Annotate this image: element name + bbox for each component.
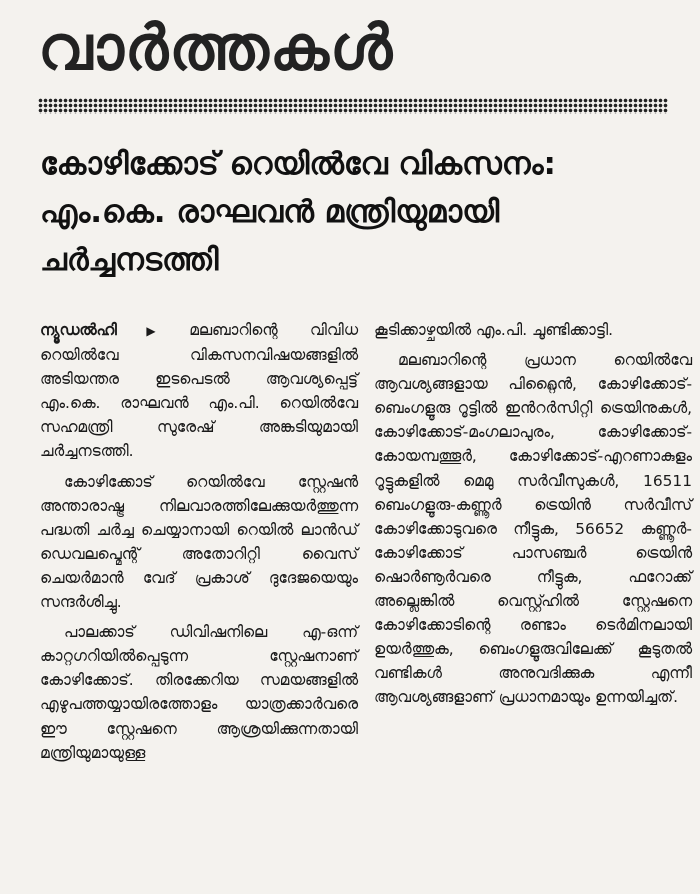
article-paragraph: മലബാറിന്റെ പ്രധാന റെയിൽവേ ആവശ്യങ്ങളായ പിറ്റ്ലൈൻ, കോഴിക്കോട്-ബെംഗളൂരു റൂട്ടിൽ ഇൻറർസിറ്റി ട്രെയിനുകൾ, കോഴിക്കോട്-മംഗലാപുരം, കോഴിക്കോട്-കോയമ്പത്തൂർ, കോഴിക്കോട്-എറണാകുളം റൂട്ടുകളിൽ മെമു സർവീസുകൾ, 16511 ബെംഗളൂരു-കണ്ണൂർ ട്രെയിൻ സർവീസ് കോഴിക്കോടുവരെ നീട്ടുക, 56652 കണ്ണൂർ-കോഴിക്കോട് പാസഞ്ചർ ട്രെയിൻ ഷൊർണൂർവരെ നീട്ടുക, ഫറോക്ക് അല്ലെങ്കിൽ വെസ്റ്റ്ഹിൽ സ്റ്റേഷനെ കോഴിക്കോടിന്റെ രണ്ടാം ടെർമിനലായി ഉയർത്തുക, ബെംഗളൂരുവിലേക്ക് കൂടുതൽ വണ്ടികൾ അനുവദിക്കുക എന്നീ ആവശ്യങ്ങളാണ് പ്രധാനമായും ഉന്നയിച്ചത്. <box>374 351 692 707</box>
masthead-title: വാർത്തകൾ <box>38 8 558 88</box>
article-paragraph: കൂടിക്കാഴ്ചയിൽ എം.പി. ചൂണ്ടിക്കാട്ടി. <box>374 321 613 339</box>
paragraph-text: മലബാറിന്റെ വിവിധ റെയിൽവേ വികസനവിഷയങ്ങളിൽ അടിയന്തര ഇടപെടൽ ആവശ്യപ്പെട്ട് എം.കെ. രാഘവൻ എം.പി. റെയിൽവേ സഹമന്ത്രി സുരേഷ് അങ്കടിയുമായി ചർച്ചനടത്തി. <box>40 321 358 461</box>
article-paragraph <box>40 318 358 464</box>
headline-line-1: കോഴിക്കോട് റെയിൽവേ വികസനം: <box>40 146 556 182</box>
headline-line-3: ചർച്ചനടത്തി <box>40 242 219 278</box>
article-column-right <box>374 318 692 716</box>
article-column-left <box>40 318 358 771</box>
headline <box>40 140 670 284</box>
headline-line-2: എം.കെ. രാഘവൻ മന്ത്രിയുമായി <box>40 194 500 230</box>
article-paragraph: പാലക്കാട് ഡിവിഷനിലെ എ-ഒന്ന് കാറ്റഗറിയിൽപ്പെടുന്ന സ്റ്റേഷനാണ് കോഴിക്കോട്. തിരക്കേറിയ സമയങ്ങളിൽ എഴുപത്തയ്യായിരത്തോളം യാത്രക്കാർവരെ ഈ സ്റ്റേഷനെ ആശ്രയിക്കുന്നതായി മന്ത്രിയുമായുള്ള <box>40 623 358 762</box>
arrow-right-icon: ▶ <box>118 324 184 338</box>
dotted-divider <box>38 98 668 114</box>
article-paragraph: കോഴിക്കോട് റെയിൽവേ സ്റ്റേഷൻ അന്താരാഷ്ട്ര നിലവാരത്തിലേക്കുയർത്തുന്ന പദ്ധതി ചർച്ച ചെയ്യാനായി റെയിൽ ലാൻഡ് ഡെവലപ്മെന്റ് അതോറിറ്റി വൈസ് ചെയർമാൻ വേദ് പ്രകാശ് ദുദേജയെയും സന്ദർശിച്ചു. <box>40 472 358 612</box>
dateline: ന്യൂഡൽഹി <box>40 321 117 339</box>
